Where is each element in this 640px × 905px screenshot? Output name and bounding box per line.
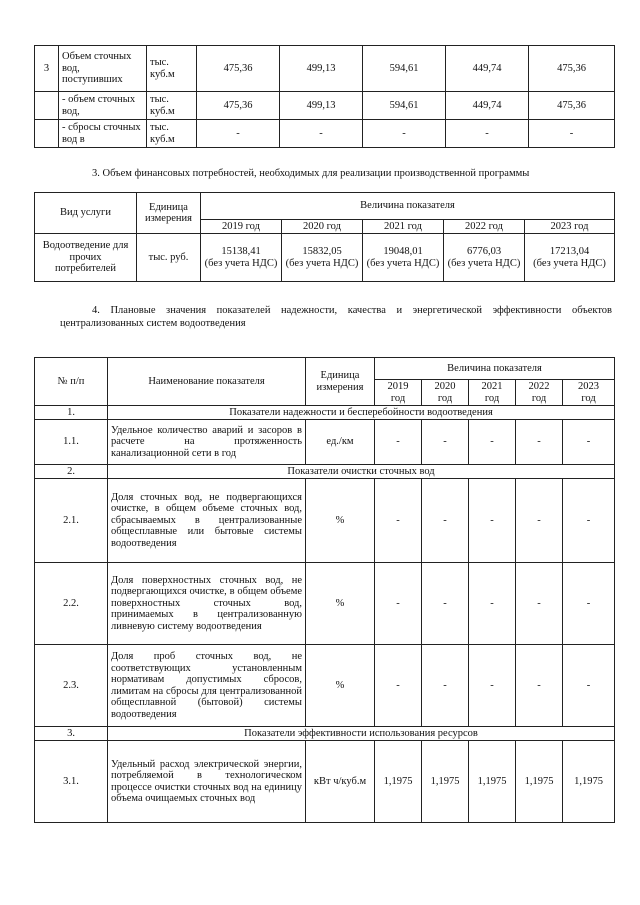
amount: 19048,01 [383, 246, 423, 257]
group-number: 2. [35, 465, 108, 479]
row-number: 2.1. [35, 479, 108, 563]
row-unit: кВт ч/куб.м [306, 741, 375, 823]
value-cell [525, 234, 615, 282]
row-number: 2.3. [35, 645, 108, 727]
table-row [35, 563, 615, 645]
value-cell: - [375, 420, 422, 465]
value-cell: 594,61 [363, 92, 446, 120]
value-cell: - [563, 420, 615, 465]
value-cell: - [422, 420, 469, 465]
value-cell: 1,1975 [375, 741, 422, 823]
value-cell: 499,13 [280, 92, 363, 120]
value-cell: - [280, 120, 363, 148]
table-row [35, 741, 615, 823]
group-row [35, 465, 615, 479]
value-cell: - [563, 479, 615, 563]
value-cell: 594,61 [363, 46, 446, 92]
value-cell: - [563, 645, 615, 727]
value-cell: 1,1975 [422, 741, 469, 823]
table-row [35, 92, 615, 120]
service-name: Водоотведение для прочих потребителей [35, 234, 137, 282]
group-row [35, 727, 615, 741]
value-cell [282, 234, 363, 282]
value-cell: 475,36 [197, 46, 280, 92]
value-cell: - [422, 645, 469, 727]
row-name: Доля поверхностных сточных вод, не подвергающихся очистке, в общем объеме поверхностных сточных вод, принимаемых в централизованную ливневую систему водоотведения [108, 563, 306, 645]
year-header: 2020 год [422, 380, 469, 406]
row-unit: тыс. куб.м [147, 92, 197, 120]
table-header-row [35, 358, 615, 380]
table-row [35, 479, 615, 563]
col-unit-header: Единица измерения [306, 358, 375, 406]
value-cell: - [197, 120, 280, 148]
row-name: Доля сточных вод, не подвергающихся очистке, в общем объеме сточных вод, сбрасываемых в централизованные общесплавные или бытовые системы водоотведения [108, 479, 306, 563]
amount-note: (без учета НДС) [447, 257, 521, 269]
year-header: 2023 год [525, 220, 615, 234]
year-header: 2022 год [444, 220, 525, 234]
value-cell: - [422, 479, 469, 563]
row-number: 1.1. [35, 420, 108, 465]
group-title: Показатели очистки сточных вод [108, 465, 615, 479]
amount-note: (без учета НДС) [204, 257, 278, 269]
value-cell: - [516, 479, 563, 563]
value-cell: 1,1975 [563, 741, 615, 823]
group-row [35, 406, 615, 420]
service-unit: тыс. руб. [137, 234, 201, 282]
row-number [35, 120, 59, 148]
row-number: 3.1. [35, 741, 108, 823]
col-value-header: Величина показателя [375, 358, 615, 380]
col-service-header: Вид услуги [35, 193, 137, 234]
value-cell: - [516, 645, 563, 727]
value-cell: 449,74 [446, 92, 529, 120]
amount-note: (без учета НДС) [533, 257, 606, 269]
value-cell: 449,74 [446, 46, 529, 92]
value-cell: 499,13 [280, 46, 363, 92]
row-name: Удельный расход электрической энергии, потребляемой в технологическом процессе очистки сточных вод на единицу объема очищаемых сточных вод [108, 741, 306, 823]
row-unit: % [306, 645, 375, 727]
value-cell: - [363, 120, 446, 148]
row-unit: тыс. куб.м [147, 46, 197, 92]
value-cell: 475,36 [529, 46, 615, 92]
row-name: Удельное количество аварий и засоров в расчете на протяженность канализационной сети в год [108, 420, 306, 465]
row-name: Доля проб сточных вод, не соответствующих установленным нормативам допустимых сбросов, лимитам на сбросы для централизованной общесплавной (бытовой) системы водоотведения [108, 645, 306, 727]
value-cell: - [469, 479, 516, 563]
col-unit-header: Единица измерения [137, 193, 201, 234]
value-cell: - [375, 479, 422, 563]
row-name: - сбросы сточных вод в [59, 120, 147, 148]
amount: 6776,03 [466, 246, 502, 257]
amount: 15138,41 [221, 246, 261, 257]
value-cell: 475,36 [197, 92, 280, 120]
row-unit: ед./км [306, 420, 375, 465]
value-cell: - [422, 563, 469, 645]
year-header: 2019 год [375, 380, 422, 406]
row-number [35, 92, 59, 120]
table-row [35, 420, 615, 465]
amount-note: (без учета НДС) [366, 257, 440, 269]
year-header: 2022 год [516, 380, 563, 406]
year-header: 2020 год [282, 220, 363, 234]
amount: 17213,04 [549, 246, 590, 257]
value-cell: - [529, 120, 615, 148]
value-cell: 475,36 [529, 92, 615, 120]
value-cell: 1,1975 [469, 741, 516, 823]
col-value-header: Величина показателя [201, 193, 615, 220]
value-cell [201, 234, 282, 282]
section4-heading: 4. Плановые значения показателей надежности, качества и энергетической эффективности объектов централизованных систем водоотведения [60, 305, 612, 329]
col-name-header: Наименование показателя [108, 358, 306, 406]
value-cell [444, 234, 525, 282]
year-header: 2023 год [563, 380, 615, 406]
value-cell: - [469, 563, 516, 645]
table-wastewater-volume [34, 45, 615, 148]
value-cell: - [469, 645, 516, 727]
year-header: 2021 год [363, 220, 444, 234]
table-row [35, 234, 615, 282]
amount-note: (без учета НДС) [285, 257, 359, 269]
amount: 15832,05 [302, 246, 342, 257]
value-cell [363, 234, 444, 282]
value-cell: - [516, 420, 563, 465]
row-number: 2.2. [35, 563, 108, 645]
group-number: 1. [35, 406, 108, 420]
value-cell: - [469, 420, 516, 465]
table-row [35, 120, 615, 148]
group-title: Показатели эффективности использования ресурсов [108, 727, 615, 741]
row-unit: тыс. куб.м [147, 120, 197, 148]
row-name: - объем сточных вод, [59, 92, 147, 120]
value-cell: - [375, 563, 422, 645]
group-title: Показатели надежности и бесперебойности водоотведения [108, 406, 615, 420]
value-cell: - [516, 563, 563, 645]
section3-heading: 3. Объем финансовых потребностей, необходимых для реализации производственной программы [92, 168, 530, 179]
value-cell: - [446, 120, 529, 148]
row-unit: % [306, 479, 375, 563]
value-cell: - [375, 645, 422, 727]
group-number: 3. [35, 727, 108, 741]
value-cell: 1,1975 [516, 741, 563, 823]
value-cell: - [563, 563, 615, 645]
table-row [35, 46, 615, 92]
row-unit: % [306, 563, 375, 645]
row-name: Объем сточных вод, поступивших [59, 46, 147, 92]
year-header: 2019 год [201, 220, 282, 234]
year-header: 2021 год [469, 380, 516, 406]
table-header-row [35, 193, 615, 220]
row-number: 3 [35, 46, 59, 92]
table-indicators [34, 357, 615, 823]
table-row [35, 645, 615, 727]
col-num-header: № п/п [35, 358, 108, 406]
table-financial-needs [34, 192, 615, 282]
